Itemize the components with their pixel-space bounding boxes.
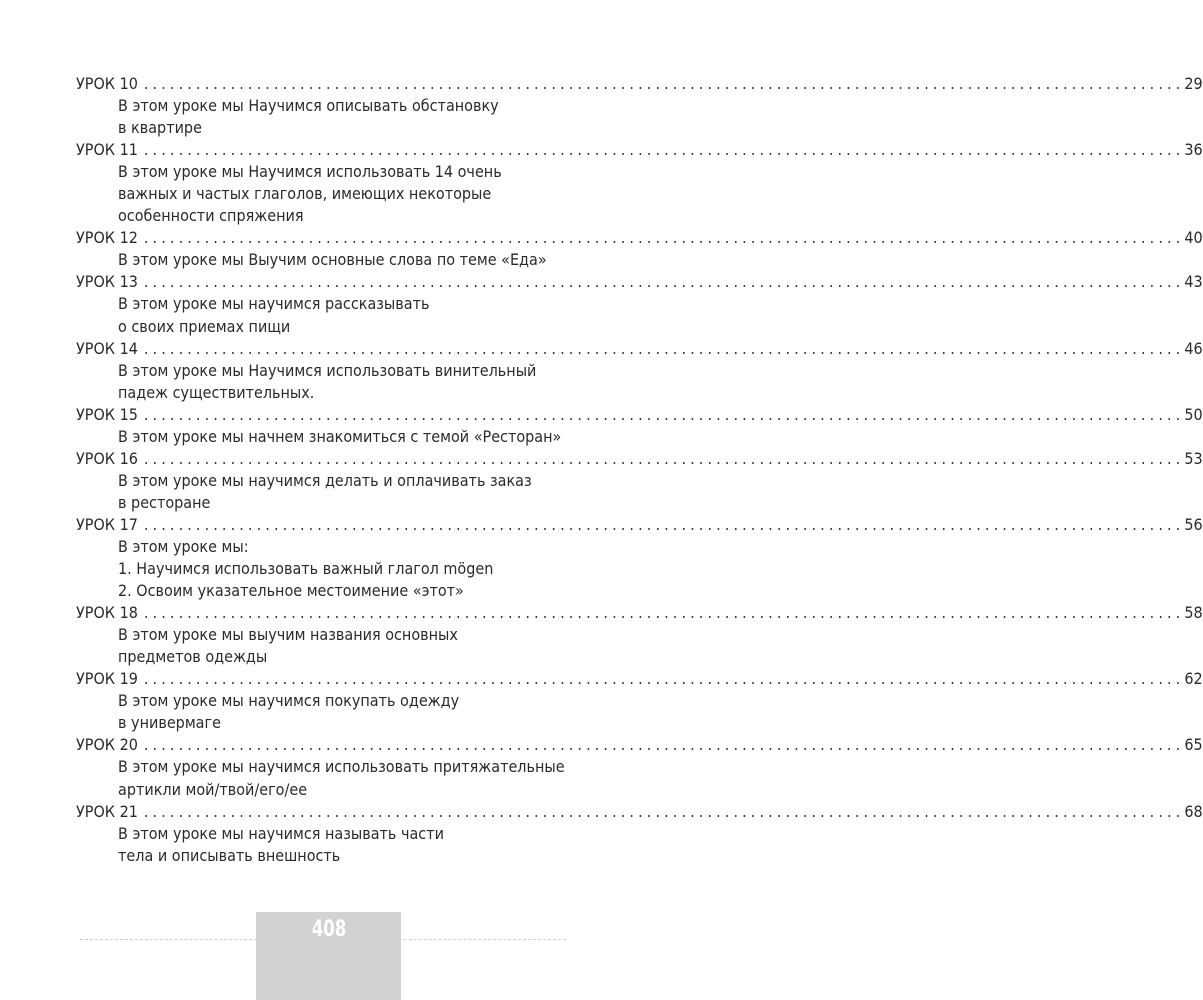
lesson-title: УРОК 14 (76, 338, 138, 358)
lesson-title: УРОК 21 (76, 801, 138, 821)
toc-heading-row[interactable] (76, 668, 1203, 690)
lesson-title: УРОК 12 (76, 228, 138, 248)
dot-leader: ........................................................................................................................ (143, 669, 1185, 689)
toc-entry[interactable] (76, 73, 1203, 139)
toc-entry[interactable] (76, 139, 1203, 227)
dot-leader: ........................................................................................................................ (143, 448, 1185, 468)
dot-leader: ........................................................................................................................ (143, 801, 1185, 821)
description-line: В этом уроке мы Научимся использовать 14 очень (118, 162, 502, 182)
toc-entry[interactable] (76, 734, 1203, 800)
description-line: особенности спряжения (118, 206, 304, 226)
description-line: о своих приемах пищи (118, 316, 291, 336)
page-ref: 29 (1184, 74, 1203, 93)
lesson-title: УРОК 10 (76, 74, 138, 93)
toc-entry[interactable] (76, 448, 1203, 514)
page-ref: 62 (1184, 669, 1203, 689)
toc-heading-row[interactable] (76, 338, 1203, 360)
description-line: В этом уроке мы научимся рассказывать (118, 294, 430, 314)
page-ref: 36 (1184, 140, 1203, 160)
page-ref: 40 (1184, 228, 1203, 248)
lesson-description (76, 426, 584, 448)
lesson-title: УРОК 13 (76, 272, 138, 292)
page-number: 408 (311, 917, 346, 942)
toc-entry[interactable] (76, 602, 1203, 668)
description-line: В этом уроке мы выучим названия основных (118, 625, 458, 645)
description-line: предметов одежды (118, 647, 268, 667)
description-line: В этом уроке мы научимся называть части (118, 823, 444, 843)
description-line: падеж существительных. (118, 382, 315, 402)
toc-entry[interactable] (76, 801, 1203, 867)
lesson-title: УРОК 16 (76, 448, 138, 468)
toc-heading-row[interactable] (76, 139, 1203, 161)
toc-heading-row[interactable] (76, 448, 1203, 470)
dot-leader: ........................................................................................................................ (143, 228, 1185, 248)
description-line: в универмаге (118, 713, 221, 733)
lesson-description (76, 690, 584, 734)
toc-entry[interactable] (76, 514, 1203, 602)
description-line: важных и частых глаголов, имеющих некоторые (118, 184, 492, 204)
lesson-description (76, 536, 584, 602)
description-line: В этом уроке мы научимся покупать одежду (118, 691, 460, 711)
lesson-description (76, 360, 584, 404)
description-line: В этом уроке мы Выучим основные слова по теме «Еда» (118, 250, 547, 270)
page-ref: 43 (1184, 272, 1203, 292)
toc-heading-row[interactable] (76, 801, 1203, 823)
description-line: В этом уроке мы начнем знакомиться с темой «Ресторан» (118, 426, 562, 446)
toc-entry[interactable] (76, 338, 1203, 404)
toc-entry[interactable] (76, 271, 1203, 337)
description-line: В этом уроке мы научимся использовать притяжательные (118, 757, 565, 777)
description-line: тела и описывать внешность (118, 845, 341, 865)
lesson-description (76, 161, 584, 227)
toc-heading-row[interactable] (76, 404, 1203, 426)
lesson-title: УРОК 20 (76, 735, 138, 755)
dot-leader: ........................................................................................................................ (143, 404, 1185, 424)
description-line: 1. Научимся использовать важный глагол mögen (118, 559, 494, 579)
page-number-box (256, 912, 401, 1000)
page-ref: 53 (1184, 448, 1203, 468)
dot-leader: ........................................................................................................................ (143, 735, 1185, 755)
description-line: В этом уроке мы Научимся использовать винительный (118, 360, 537, 380)
page-ref: 65 (1184, 735, 1203, 755)
description-line: в квартире (118, 118, 202, 138)
description-line: В этом уроке мы научимся делать и оплачивать заказ (118, 470, 532, 490)
description-line: в ресторане (118, 492, 211, 512)
toc-heading-row[interactable] (76, 734, 1203, 756)
lesson-title: УРОК 19 (76, 669, 138, 689)
dot-leader: ........................................................................................................................ (143, 603, 1185, 623)
dot-leader: ........................................................................................................................ (143, 140, 1185, 160)
lesson-description (76, 624, 584, 668)
page-ref: 46 (1184, 338, 1203, 358)
toc-entry[interactable] (76, 227, 1203, 271)
toc-heading-row[interactable] (76, 514, 1203, 536)
page-ref: 56 (1184, 514, 1203, 534)
description-line: 2. Освоим указательное местоимение «этот» (118, 581, 464, 601)
description-line: В этом уроке мы: (118, 536, 249, 556)
lesson-description (76, 249, 584, 271)
dot-leader: ........................................................................................................................ (143, 514, 1185, 534)
page-ref: 68 (1184, 801, 1203, 821)
toc-entry[interactable] (76, 404, 1203, 448)
lesson-title: УРОК 11 (76, 140, 138, 160)
lesson-description (76, 95, 584, 139)
page-ref: 58 (1184, 603, 1203, 623)
toc-heading-row[interactable] (76, 602, 1203, 624)
lesson-title: УРОК 15 (76, 404, 138, 424)
table-of-contents (76, 73, 1203, 867)
lesson-description (76, 756, 584, 800)
dot-leader: ........................................................................................................................ (143, 74, 1185, 93)
description-line: артикли мой/твой/его/ее (118, 779, 308, 799)
toc-heading-row[interactable] (76, 73, 1203, 95)
page-ref: 50 (1184, 404, 1203, 424)
lesson-description (76, 293, 584, 337)
toc-heading-row[interactable] (76, 227, 1203, 249)
toc-entry[interactable] (76, 668, 1203, 734)
description-line: В этом уроке мы Научимся описывать обстановку (118, 96, 499, 116)
lesson-description (76, 823, 584, 867)
dot-leader: ........................................................................................................................ (143, 338, 1185, 358)
lesson-description (76, 470, 584, 514)
dot-leader: ........................................................................................................................ (143, 272, 1185, 292)
lesson-title: УРОК 18 (76, 603, 138, 623)
toc-heading-row[interactable] (76, 271, 1203, 293)
lesson-title: УРОК 17 (76, 514, 138, 534)
